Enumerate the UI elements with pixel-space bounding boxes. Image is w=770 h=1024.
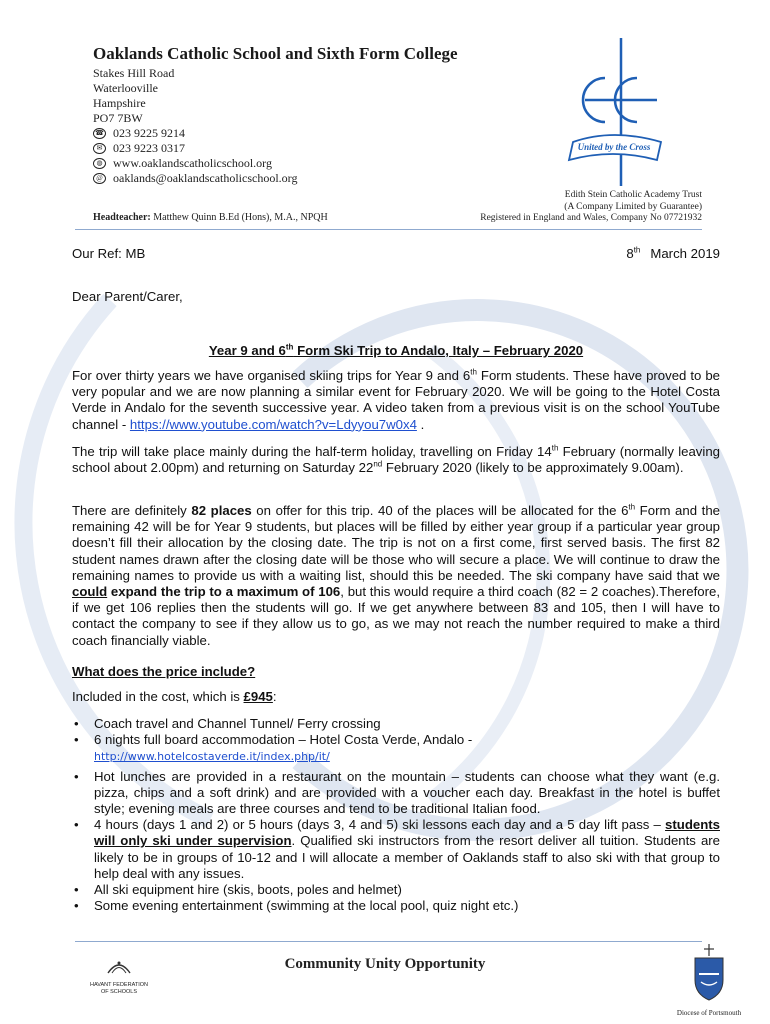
school-crest-logo xyxy=(553,38,673,188)
diocese-logo xyxy=(664,944,754,1017)
list-item: • Hot lunches are provided in a restaurant on the mountain – students can choose what they want (e.g. pizza, chips and a soft drink) and are provided with a voucher each day. Breakfast in the hotel is buffet style; evening meals are three courses and tend to be traditional Italian food. xyxy=(72,769,720,818)
text: on offer for this trip. 40 of the places will be allocated for the 6 xyxy=(251,503,629,518)
address-line: Hampshire xyxy=(93,96,146,110)
email-address[interactable]: oaklands@oaklandscatholicschool.org xyxy=(113,171,298,185)
text: 6 nights full board accommodation – Hotel Costa Verde, Andalo - xyxy=(94,732,473,748)
headteacher-label: Headteacher: xyxy=(93,212,151,223)
bold-text: expand the trip to a maximum of 106 xyxy=(107,584,341,600)
title-suffix: th xyxy=(285,342,294,352)
website-row xyxy=(93,156,513,171)
header-divider xyxy=(75,229,702,230)
school-name: Oaklands Catholic School and Sixth Form College xyxy=(93,44,458,63)
text: For over thirty years we have organised skiing trips for Year 9 and 6 xyxy=(72,368,471,383)
text: February 2020 (likely to be approximately 9.00am). xyxy=(382,460,684,476)
fax-row xyxy=(93,141,513,156)
list-item xyxy=(72,817,720,882)
bold-underlined-text: students will only ski under supervision xyxy=(94,817,720,849)
footer-motto: Community Unity Opportunity xyxy=(284,956,486,972)
section-heading: What does the price include? xyxy=(72,664,256,679)
suffix: th xyxy=(628,502,636,512)
reference-row xyxy=(72,246,720,261)
phone-number: 023 9225 9214 xyxy=(113,126,185,140)
paragraph-intro xyxy=(72,368,720,433)
date-suffix: th xyxy=(633,245,641,255)
email-icon: @ xyxy=(93,173,106,184)
youtube-link[interactable]: https://www.youtube.com/watch?v=Ldyyou7w0x4 xyxy=(129,416,417,432)
school-header xyxy=(93,44,513,186)
inclusions-list xyxy=(72,716,720,914)
address-line: Waterlooville xyxy=(93,81,159,95)
website-url[interactable]: www.oaklandscatholicschool.org xyxy=(113,156,272,170)
title-part: Form Ski Trip to Andalo, Italy – February 2020 xyxy=(293,343,584,358)
trust-line: Edith Stein Catholic Academy Trust xyxy=(564,190,702,200)
footer-divider xyxy=(75,941,702,942)
phone-row xyxy=(93,126,513,141)
included-line xyxy=(72,689,720,705)
trust-info xyxy=(442,190,702,225)
text: , but this would require a third coach (82 = 2 coaches).Therefore, if we get 106 replies then the students will go. If we get anywhere between 83 and 105, then I will have to contact the company to see if they allow us to go, as we may not reach the number required to make a third coach financially viable. xyxy=(72,584,720,648)
havant-line: OF SCHOOLS xyxy=(100,989,138,995)
headteacher-name: Matthew Quinn B.Ed (Hons), M.A., NPQH xyxy=(150,212,328,223)
our-ref: Our Ref: MB xyxy=(72,246,146,261)
list-item: • Some evening entertainment (swimming at the local pool, quiz night etc.) xyxy=(72,898,720,914)
text: Form students. These have proved to be very popular and we are now planning a similar event for February 2020. We will be going to the Hotel Costa Verde in Andalo for the seventh successive year. A video taken from a previous visit is on the school YouTube channel - xyxy=(72,368,720,432)
letter-title xyxy=(72,343,720,359)
suffix: th xyxy=(551,443,559,453)
text: February (normally leaving school about 2.00pm) and returning on Saturday 22 xyxy=(72,444,720,476)
logo-banner-text: United by the Cross xyxy=(577,142,651,152)
text: 4 hours (days 1 and 2) or 5 hours (days 3, 4 and 5) ski lessons each day and a 5 day lift pass – xyxy=(94,817,666,833)
diocese-label: Diocese of Portsmouth xyxy=(676,1009,742,1017)
bold-text: 82 places xyxy=(191,503,252,518)
havant-line: HAVANT FEDERATION xyxy=(90,982,148,988)
bold-underlined-text: could xyxy=(72,584,108,600)
globe-icon: ◍ xyxy=(93,158,106,169)
trust-line: (A Company Limited by Guarantee) xyxy=(564,201,702,212)
text: Form and the remaining 42 will be for Year 9 students, but places will be filled by either year group if a particular year group doesn’t fill their allocation by the closing date. The trip is not on a first come, first served basis. The first 82 student names drawn after the closing date will be those who will secure a place. We will continue to draw the remaining names to provide us with a waiting list, should this be needed. The ski company have said that we xyxy=(72,503,720,583)
suffix: nd xyxy=(373,459,383,469)
diocese-crest xyxy=(687,944,731,1002)
salutation: Dear Parent/Carer, xyxy=(72,289,183,304)
text: The trip will take place mainly during the half-term holiday, travelling on Friday 14 xyxy=(72,444,552,459)
hotel-link[interactable]: http://www.hotelcostaverde.it/index.php/it/ xyxy=(94,750,330,764)
headteacher-line xyxy=(93,212,328,223)
list-item: • Coach travel and Channel Tunnel/ Ferry crossing xyxy=(72,716,720,732)
letter-date xyxy=(626,246,720,261)
fax-number: 023 9223 0317 xyxy=(113,141,185,155)
paragraph-dates xyxy=(72,444,720,476)
date-day: 8 xyxy=(626,246,634,261)
list-item: • All ski equipment hire (skis, boots, poles and helmet) xyxy=(72,882,720,898)
phone-icon: ☎ xyxy=(93,128,106,139)
paragraph-places xyxy=(72,503,720,649)
suffix: th xyxy=(470,367,477,377)
address-line: Stakes Hill Road xyxy=(93,66,175,80)
fax-icon: ✉ xyxy=(93,143,106,154)
text: There are definitely xyxy=(72,503,192,518)
email-row xyxy=(93,171,513,186)
trust-line: Registered in England and Wales, Company No 07721932 xyxy=(480,213,702,223)
text: : xyxy=(272,689,277,704)
title-part: Year 9 and 6 xyxy=(208,343,286,358)
address-line: PO7 7BW xyxy=(93,111,143,125)
list-item xyxy=(72,732,720,765)
text: . xyxy=(416,416,425,432)
text: Included in the cost, which is xyxy=(72,689,244,704)
price: £945 xyxy=(243,689,273,704)
date-month-year: March 2019 xyxy=(650,246,720,261)
text: . Qualified ski instructors from the resort deliver all tuition. Students are likely to be in groups of 10-12 and I will allocate a member of Oaklands staff to also ski with that group to help deal with any issues. xyxy=(94,833,720,881)
